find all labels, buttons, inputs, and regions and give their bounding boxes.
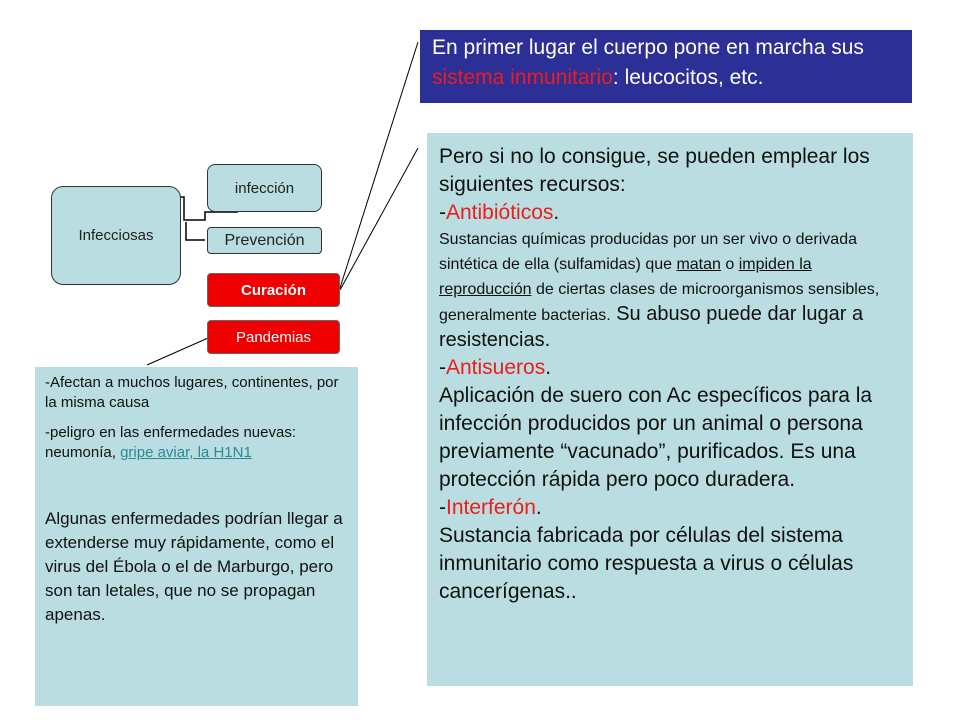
immune-system-box (420, 30, 912, 103)
node-infeccion-label: infección (234, 179, 295, 197)
pandemics-paragraph: Algunas enfermedades podrían llegar a extenderse muy rápidamente, como el virus del Ébola o el de Marburgo, pero son tan letales, que no se propagan apenas. (45, 509, 343, 624)
antibioticos-matan: matan (676, 256, 721, 273)
interferon-heading: -Interferón. (439, 496, 542, 519)
pandemics-point-2: -peligro en las enfermedades nuevas: neumonía, gripe aviar, la H1N1 (45, 424, 296, 461)
node-prevencion-label: Prevención (224, 231, 305, 249)
line-pandemias-to-left (147, 338, 208, 365)
interferon-description: Sustancia fabricada por células del sistema inmunitario como respuesta a virus o células cancerígenas.. (439, 524, 854, 603)
antibioticos-title: Antibióticos (446, 201, 554, 224)
antibioticos-description: Sustancias químicas producidas por un ser vivo o derivada sintética de ella (sulfamidas) que matan o impiden la reproducción de ciertas clases de microorganismos sensibles, generalmente bacterias. Su abuso puede dar lugar a resistencias. (439, 231, 880, 351)
pandemics-point-1: -Afectan a muchos lugares, continentes, por la misma causa (45, 374, 339, 411)
immune-highlight: sistema inmunitario (432, 66, 613, 89)
line-curacion-to-main (340, 148, 418, 290)
node-curacion-label: Curación (240, 281, 306, 299)
h1n1-link[interactable]: gripe aviar, la H1N1 (120, 444, 252, 461)
antisueros-title: Antisueros (446, 356, 546, 379)
antibioticos-impiden: impiden la reproducción (439, 256, 812, 298)
interferon-title: Interferón (446, 496, 536, 519)
antibioticos-heading: -Antibióticos. (439, 201, 560, 224)
node-infecciosas[interactable] (51, 186, 181, 285)
pandemics-box (35, 367, 358, 706)
bracket-prevencion (186, 222, 205, 240)
node-pandemias-label: Pandemias (235, 328, 312, 346)
treatments-box (427, 133, 913, 686)
node-curacion[interactable] (207, 273, 340, 307)
node-infecciosas-label: Infecciosas (78, 227, 154, 244)
node-prevencion[interactable] (207, 227, 322, 254)
antisueros-description: Aplicación de suero con Ac específicos para la infección producidos por un animal o persona previamente “vacunado”, purificados. Es una protección rápida pero poco duradera. (439, 384, 873, 491)
immune-text-1: En primer lugar el cuerpo pone en marcha sus (432, 36, 864, 59)
treatments-intro: Pero si no lo consigue, se pueden emplear los siguientes recursos: (439, 145, 870, 196)
node-infeccion[interactable] (207, 164, 322, 212)
antisueros-heading: -Antisueros. (439, 356, 552, 379)
immune-text-2: : leucocitos, etc. (612, 66, 764, 89)
line-curacion-to-blue (340, 42, 418, 288)
node-pandemias[interactable] (207, 320, 340, 354)
